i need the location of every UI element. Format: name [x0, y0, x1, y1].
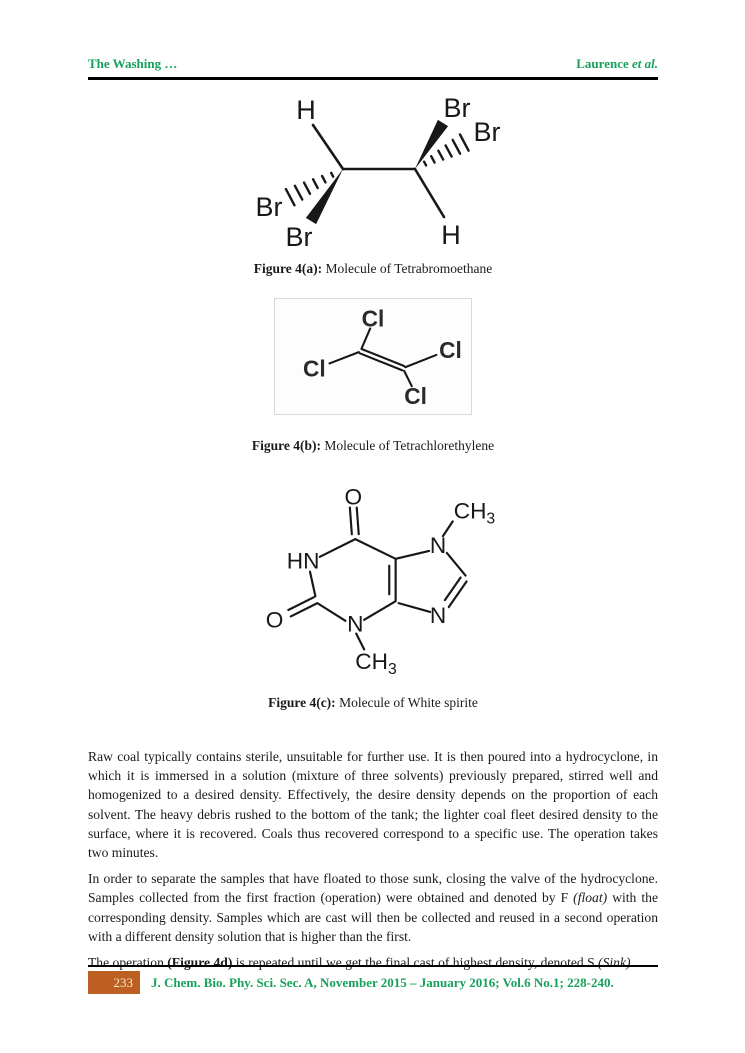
- text-segment: In order to separate the samples that have floated to those sunk, closing the valve of the hydrocyclone. Samples collected from the first fraction (operation) were obtained and denoted by F: [88, 871, 658, 906]
- methyl-ch: CH: [453, 498, 487, 524]
- caption-text: Molecule of Tetrachlorethylene: [321, 438, 495, 453]
- figure-4b: [88, 298, 658, 415]
- atom-label-br-upper-right: Br: [473, 117, 501, 147]
- molecule-drawing-tetrachlorethylene: [277, 302, 469, 406]
- atom-label-n9: N: [429, 602, 447, 628]
- atom-label-hn: HN: [286, 548, 320, 574]
- atom-label-h-bottom: H: [441, 220, 461, 249]
- text-segment: (Sink).: [598, 955, 634, 971]
- header-rule: [88, 77, 658, 80]
- bond-lines: [288, 508, 466, 650]
- page-number: 233: [113, 974, 133, 990]
- methyl-subscript: 3: [387, 661, 397, 679]
- atom-label-methyl-top: [454, 498, 496, 527]
- atom-label-n3: N: [347, 611, 364, 637]
- atom-label-br-top: Br: [443, 93, 471, 123]
- atom-label-br-bottom: Br: [285, 222, 313, 249]
- caption-text: Molecule of Tetrabromoethane: [322, 261, 493, 276]
- page-header: [88, 56, 658, 77]
- text-segment: (float): [573, 890, 608, 906]
- atom-label-n7: N: [429, 532, 447, 558]
- paragraph-2: [88, 869, 658, 946]
- bond-lines: [286, 120, 469, 224]
- paragraph-1: [88, 747, 658, 862]
- atom-label-h-top: H: [296, 95, 316, 125]
- figure-4c-caption: [88, 695, 658, 711]
- caption-label: Figure 4(b):: [251, 438, 321, 453]
- methyl-ch: CH: [355, 649, 388, 675]
- atom-label-methyl-bottom: [355, 649, 397, 678]
- atom-label-br-left: Br: [255, 192, 283, 222]
- figure-4b-caption: [88, 438, 658, 454]
- caption-label: Figure 4(c):: [268, 695, 336, 710]
- atom-labels: [266, 485, 496, 678]
- atom-label-cl-right: Cl: [439, 336, 462, 363]
- caption-label: Figure 4(a):: [253, 261, 323, 276]
- page-footer: [88, 965, 658, 994]
- atom-labels: [256, 93, 501, 249]
- journal-citation: J. Chem. Bio. Phy. Sci. Sec. A, November 2015 – January 2016; Vol.6 No.1; 228-240.: [151, 974, 614, 990]
- atom-label-o-left: O: [265, 607, 284, 633]
- atom-label-o-top: O: [344, 484, 363, 510]
- author-name: Laurence: [576, 56, 629, 71]
- bond-lines: [330, 328, 437, 386]
- running-title: The Washing …: [88, 56, 178, 71]
- atom-label-cl-left: Cl: [303, 355, 326, 382]
- atom-labels: [303, 306, 462, 406]
- text-segment: The operation: [88, 955, 168, 971]
- caption-text: Molecule of White spirite: [335, 695, 478, 710]
- text-segment: is repeated until we get the final cast of highest density, denoted S: [232, 955, 599, 971]
- running-author: [576, 56, 658, 72]
- figure-4b-frame: [274, 298, 472, 415]
- figure-4a-caption: [88, 261, 658, 277]
- atom-label-cl-top: Cl: [361, 305, 385, 332]
- text-segment: Raw coal typically contains sterile, unsuitable for further use. It is then poured into a hydrocyclone, in which it is immersed in a solution (mixture of three solvents) previously prepared, stirred well and homogenized to a desired density. Effectively, the desire density depends on the proportion of each solvent. The heavy debris rushed to the bottom of the tank; the lighter coal fleet desired density to the surface, where it is recovered. Coals thus recovered correspond to a specific use. The operation takes two minutes.: [88, 749, 658, 861]
- page-number-badge: [88, 971, 140, 994]
- molecule-drawing-white-spirite: [245, 475, 501, 682]
- figure-4c: [88, 475, 658, 682]
- body-text: [88, 747, 658, 972]
- footer-rule: [88, 965, 658, 967]
- text-segment: (Figure 4d): [167, 955, 233, 971]
- author-suffix: et al.: [632, 56, 658, 71]
- text-segment: with the corresponding density. Samples which are cast will then be collected and reused in a second operation with a different density solution that is higher than the first.: [88, 890, 658, 944]
- methyl-subscript: 3: [486, 510, 496, 528]
- atom-label-cl-bottom: Cl: [404, 383, 427, 406]
- molecule-drawing-tetrabromoethane: [233, 89, 513, 249]
- figure-4a: [88, 89, 658, 249]
